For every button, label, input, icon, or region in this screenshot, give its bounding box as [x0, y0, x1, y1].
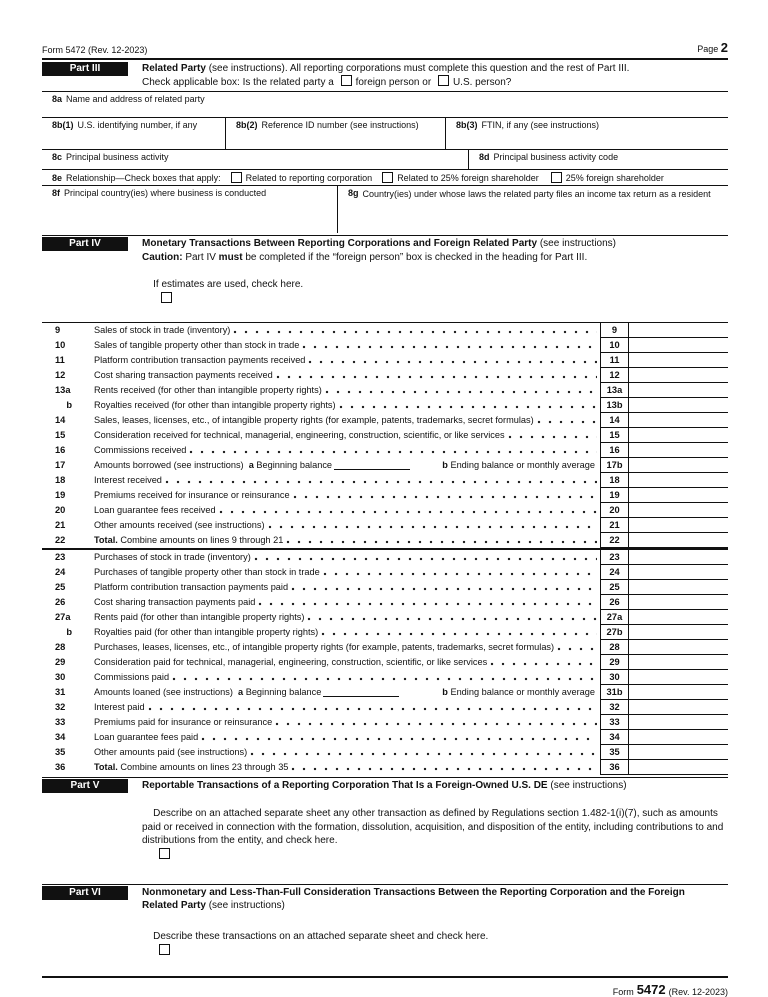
footer-form-number: 5472 [636, 981, 666, 997]
line-number-box: 28 [600, 640, 629, 655]
line-label: Other amounts paid (see instructions) [94, 747, 248, 757]
field-8a[interactable]: 8a Name and address of related party [42, 92, 728, 118]
line-number-box: 30 [600, 670, 629, 685]
line-label: Platform contribution transaction payments received [94, 355, 306, 365]
monetary-row [42, 550, 728, 565]
line-label: Total. Combine amounts on lines 9 through 21 [94, 535, 284, 545]
line-number-box: 14 [600, 413, 629, 428]
monetary-row [42, 580, 728, 595]
amount-cell[interactable] [629, 473, 728, 488]
dotted-leader [291, 760, 597, 775]
line-label: Royalties received (for other than intangible property rights) [94, 400, 336, 410]
amount-cell[interactable] [629, 760, 728, 775]
dotted-leader [490, 655, 597, 670]
line-label: Interest paid [94, 702, 145, 712]
dotted-leader [339, 398, 597, 413]
line-label: Amounts borrowed (see instructions) a Beginning balance b Ending balance or monthly average [94, 460, 595, 470]
amount-cell[interactable] [629, 550, 728, 565]
field-8c[interactable]: 8c Principal business activity [52, 152, 169, 162]
part6-check-here-checkbox[interactable] [159, 944, 170, 955]
monetary-row [42, 715, 728, 730]
monetary-row [42, 595, 728, 610]
amount-cell[interactable] [629, 443, 728, 458]
line-number: 31 [55, 687, 66, 697]
amount-cell[interactable] [629, 383, 728, 398]
rows-received [42, 323, 728, 548]
field-8e: 8e Relationship—Check boxes that apply: Related to reporting corporation Related to 25% foreign shareholder 25% foreign shareholder [42, 170, 728, 186]
line-number: 23 [55, 552, 66, 562]
line-number: 21 [55, 520, 66, 530]
line-number: 29 [55, 657, 66, 667]
line-number: 27a [55, 612, 71, 622]
amount-cell[interactable] [629, 745, 728, 760]
amount-cell[interactable] [629, 533, 728, 548]
line-label: Rents paid (for other than intangible property rights) [94, 612, 305, 622]
line-number: 17 [55, 460, 66, 470]
amount-cell[interactable] [629, 625, 728, 640]
monetary-row [42, 565, 728, 580]
part5-title: Reportable Transactions of a Reporting Corporation That Is a Foreign-Owned U.S. DE (see instructions) [142, 779, 627, 791]
dotted-leader [291, 580, 597, 595]
line-number-box: 10 [600, 338, 629, 353]
line-number-box: 24 [600, 565, 629, 580]
line-number: 15 [55, 430, 66, 440]
dotted-leader [172, 670, 597, 685]
beginning-balance-entry-line[interactable] [334, 460, 410, 470]
line-number-box: 12 [600, 368, 629, 383]
page-header [42, 40, 728, 60]
line-label: Loan guarantee fees paid [94, 732, 199, 742]
amount-cell[interactable] [629, 730, 728, 745]
dotted-leader [308, 353, 597, 368]
monetary-row [42, 655, 728, 670]
line-label: Amounts loaned (see instructions) a Beginning balance b Ending balance or monthly average [94, 687, 595, 697]
dotted-leader [233, 323, 597, 338]
monetary-row [42, 730, 728, 745]
monetary-row [42, 368, 728, 383]
field-8b3[interactable]: 8b(3) FTIN, if any (see instructions) [445, 118, 728, 149]
field-8d[interactable]: 8d Principal business activity code [468, 150, 728, 169]
amount-cell[interactable] [629, 353, 728, 368]
part5-tag: Part V [42, 779, 128, 793]
dotted-leader [148, 700, 597, 715]
amount-cell[interactable] [629, 580, 728, 595]
line-number-box: 15 [600, 428, 629, 443]
line-label: Sales of stock in trade (inventory) [94, 325, 231, 335]
line-number-box: 33 [600, 715, 629, 730]
line-label: Interest received [94, 475, 162, 485]
dotted-leader [537, 413, 597, 428]
line-label: Rents received (for other than intangible property rights) [94, 385, 322, 395]
line-number: 11 [55, 355, 65, 365]
amount-cell[interactable] [629, 338, 728, 353]
amount-cell[interactable] [629, 685, 728, 700]
amount-cell[interactable] [629, 715, 728, 730]
25-foreign-shareholder-checkbox[interactable] [551, 172, 562, 183]
monetary-row [42, 353, 728, 368]
monetary-row [42, 610, 728, 625]
line-number-box: 31b [600, 685, 629, 700]
dotted-leader [189, 443, 597, 458]
line-label: Total. Combine amounts on lines 23 through 35 [94, 762, 289, 772]
line-label: Cost sharing transaction payments received [94, 370, 273, 380]
line-number-box: 20 [600, 503, 629, 518]
part5-header [42, 777, 728, 793]
monetary-row [42, 413, 728, 428]
dotted-leader [201, 730, 597, 745]
amount-cell[interactable] [629, 413, 728, 428]
line-label: Consideration received for technical, managerial, engineering, construction, scientific, or like services [94, 430, 505, 440]
line-number-box: 19 [600, 488, 629, 503]
dotted-leader [307, 610, 597, 625]
field-row-8fg [42, 186, 728, 233]
monetary-row [42, 533, 728, 548]
part6-body: Describe these transactions on an attached separate sheet and check here. [142, 917, 728, 972]
foreign-person-checkbox[interactable] [341, 75, 352, 86]
part6-header [42, 884, 728, 912]
related-to-reporting-corporation-checkbox[interactable] [231, 172, 242, 183]
field-row-8b [42, 118, 728, 150]
monetary-table [42, 322, 728, 775]
estimates-checkbox[interactable] [161, 292, 172, 303]
line-label: Sales of tangible property other than stock in trade [94, 340, 300, 350]
monetary-row [42, 428, 728, 443]
monetary-row [42, 640, 728, 655]
line-number-box: 11 [600, 353, 629, 368]
line-number-box: 34 [600, 730, 629, 745]
amount-cell[interactable] [629, 700, 728, 715]
amount-cell[interactable] [629, 595, 728, 610]
line-number-box: 29 [600, 655, 629, 670]
us-person-checkbox[interactable] [438, 75, 449, 86]
dotted-leader [254, 550, 597, 565]
field-8b1[interactable]: 8b(1) U.S. identifying number, if any [52, 120, 198, 130]
dotted-leader [321, 625, 597, 640]
related-to-25-foreign-shareholder-checkbox[interactable] [382, 172, 393, 183]
line-number-box: 25 [600, 580, 629, 595]
line-number: 16 [55, 445, 66, 455]
line-number: 35 [55, 747, 66, 757]
line-number: b [66, 627, 72, 637]
part5-check-here-checkbox[interactable] [159, 848, 170, 859]
line-label: Other amounts received (see instructions) [94, 520, 265, 530]
line-label: Commissions paid [94, 672, 170, 682]
line-number: 19 [55, 490, 66, 500]
line-number-box: 18 [600, 473, 629, 488]
part6-title: Nonmonetary and Less-Than-Full Consideration Transactions Between the Reporting Corporation and the Foreign Related Party (see instructions) [142, 886, 685, 911]
monetary-row [42, 745, 728, 760]
line-number: b [66, 400, 72, 410]
line-label: Commissions received [94, 445, 187, 455]
line-number-box: 21 [600, 518, 629, 533]
monetary-row [42, 700, 728, 715]
form-page [42, 40, 728, 997]
monetary-row [42, 685, 728, 700]
part4-header [42, 235, 728, 251]
dotted-leader [275, 715, 597, 730]
monetary-row [42, 458, 728, 473]
line-number: 10 [55, 340, 66, 350]
line-number-box: 27a [600, 610, 629, 625]
field-8f[interactable]: 8f Principal country(ies) where business is conducted [52, 188, 267, 198]
dotted-leader [219, 503, 597, 518]
monetary-row [42, 383, 728, 398]
line-number-box: 16 [600, 443, 629, 458]
rows-paid [42, 550, 728, 775]
dotted-leader [276, 368, 597, 383]
monetary-row [42, 670, 728, 685]
amount-cell[interactable] [629, 488, 728, 503]
line-label: Royalties paid (for other than intangible property rights) [94, 627, 319, 637]
part5-body: Describe on an attached separate sheet any other transaction as defined by Regulations section 1.482-1(i)(7), such as amounts paid or received in connection with the formation, dissolution, acquisition, and disposition of the entity, including contributions to and distributions from the entity, and check here. [142, 794, 728, 876]
line-label: Purchases of stock in trade (inventory) [94, 552, 251, 562]
dotted-leader [293, 488, 597, 503]
amount-cell[interactable] [629, 398, 728, 413]
monetary-row [42, 488, 728, 503]
dotted-leader [258, 595, 597, 610]
dotted-leader [302, 338, 597, 353]
line-number: 9 [55, 325, 61, 335]
dotted-leader [323, 565, 597, 580]
line-number-box: 9 [600, 323, 629, 338]
monetary-row [42, 338, 728, 353]
line-number: 32 [55, 702, 66, 712]
line-number: 33 [55, 717, 66, 727]
line-number: 30 [55, 672, 66, 682]
monetary-row [42, 518, 728, 533]
line-number: 18 [55, 475, 66, 485]
line-number: 22 [55, 535, 66, 545]
amount-cell[interactable] [629, 428, 728, 443]
amount-cell[interactable] [629, 640, 728, 655]
line-number-box: 32 [600, 700, 629, 715]
line-number: 13a [55, 385, 71, 395]
line-number: 34 [55, 732, 66, 742]
dotted-leader [268, 518, 597, 533]
monetary-row [42, 443, 728, 458]
page-number: Page 2 [697, 40, 728, 55]
amount-cell[interactable] [629, 323, 728, 338]
line-number-box: 27b [600, 625, 629, 640]
monetary-row [42, 625, 728, 640]
field-8g[interactable]: 8g Country(ies) under whose laws the related party files an income tax return as a resident [337, 186, 728, 233]
line-label: Sales, leases, licenses, etc., of intangible property rights (for example, patents, trademarks, secret formulas) [94, 415, 534, 425]
amount-cell[interactable] [629, 503, 728, 518]
amount-cell[interactable] [629, 610, 728, 625]
line-label: Purchases, leases, licenses, etc., of intangible property rights (for example, patents, trademarks, secret formulas) [94, 642, 555, 652]
dotted-leader [165, 473, 597, 488]
line-number: 28 [55, 642, 66, 652]
field-row-8cd [42, 150, 728, 170]
line-number: 20 [55, 505, 66, 515]
amount-cell[interactable] [629, 518, 728, 533]
line-number: 36 [55, 762, 66, 772]
line-label: Premiums received for insurance or reinsurance [94, 490, 290, 500]
monetary-row [42, 503, 728, 518]
dotted-leader [508, 428, 597, 443]
dotted-leader [286, 533, 597, 548]
line-number: 24 [55, 567, 66, 577]
line-label: Premiums paid for insurance or reinsurance [94, 717, 273, 727]
line-number: 14 [55, 415, 66, 425]
amount-cell[interactable] [629, 368, 728, 383]
line-number: 12 [55, 370, 66, 380]
dotted-leader [557, 640, 597, 655]
monetary-row [42, 760, 728, 775]
part6-tag: Part VI [42, 886, 128, 900]
part4-tag: Part IV [42, 237, 128, 251]
line-number-box: 17b [600, 458, 629, 473]
line-number-box: 35 [600, 745, 629, 760]
dotted-leader [250, 745, 597, 760]
part3-title: Related Party (see instructions). All reporting corporations must complete this question and the rest of Part III. Check applicable box: Is the related party a foreign person or U.S. person? [142, 63, 630, 88]
monetary-row [42, 323, 728, 338]
part3-check-line: Check applicable box: Is the related party a foreign person or U.S. person? [142, 77, 512, 88]
amount-cell[interactable] [629, 655, 728, 670]
line-label: Consideration paid for technical, managerial, engineering, construction, scientific, or like services [94, 657, 488, 667]
line-number-box: 22 [600, 533, 629, 548]
part4-title: Monetary Transactions Between Reporting Corporations and Foreign Related Party (see instructions) [142, 238, 616, 249]
line-label: Cost sharing transaction payments paid [94, 597, 256, 607]
line-number: 26 [55, 597, 66, 607]
line-label: Platform contribution transaction payments paid [94, 582, 289, 592]
part4-caution: Caution: Part IV must be completed if the “foreign person” box is checked in the heading for Part III. [142, 252, 588, 263]
line-number-box: 26 [600, 595, 629, 610]
dotted-leader [325, 383, 597, 398]
amount-cell[interactable] [629, 458, 728, 473]
field-8b2[interactable]: 8b(2) Reference ID number (see instructions) [225, 118, 445, 149]
amount-cell[interactable] [629, 565, 728, 580]
line-number: 25 [55, 582, 66, 592]
monetary-row [42, 398, 728, 413]
beginning-balance-entry-line[interactable] [323, 687, 399, 697]
line-number-box: 13a [600, 383, 629, 398]
form-revision-label: Form 5472 (Rev. 12-2023) [42, 45, 148, 55]
monetary-row [42, 473, 728, 488]
part4-estimates-line: If estimates are used, check here. [142, 265, 728, 320]
line-number-box: 13b [600, 398, 629, 413]
amount-cell[interactable] [629, 670, 728, 685]
line-number-box: 23 [600, 550, 629, 565]
part3-header [42, 62, 728, 89]
part3-tag: Part III [42, 62, 128, 76]
line-label: Purchases of tangible property other than stock in trade [94, 567, 320, 577]
page-footer: Form 5472 (Rev. 12-2023) [612, 981, 728, 997]
line-label: Loan guarantee fees received [94, 505, 216, 515]
line-number-box: 36 [600, 760, 629, 775]
